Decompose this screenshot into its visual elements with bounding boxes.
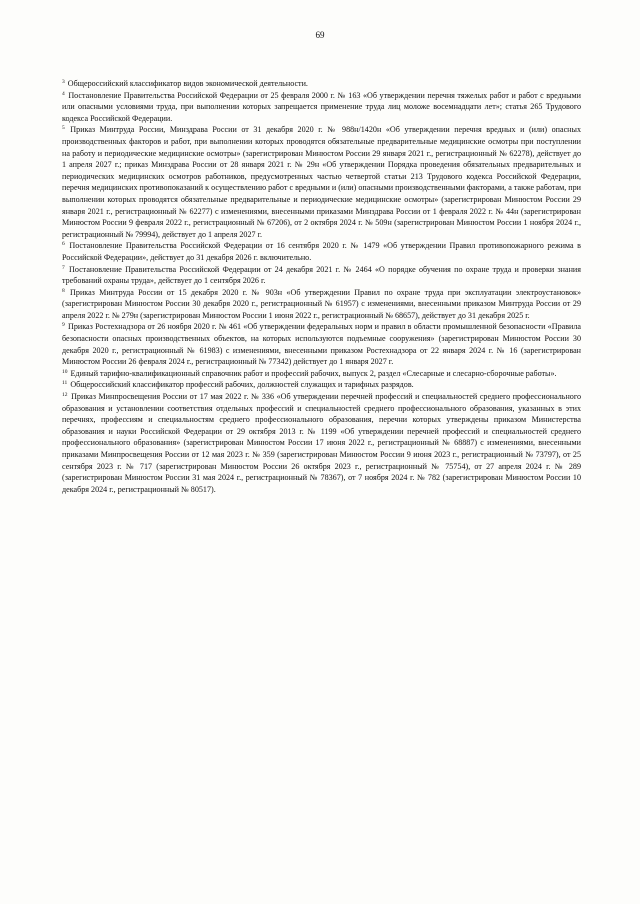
footnote-number: 7 — [62, 264, 65, 271]
footnote-text: Общероссийский классификатор видов экономической деятельности. — [67, 79, 308, 88]
footnote — [62, 90, 581, 125]
footnote-number: 9 — [62, 322, 65, 329]
footnote-number: 10 — [62, 368, 68, 375]
footnote-text: Приказ Минтруда России от 15 декабря 2020 г. № 903н «Об утверждении Правил по охране труда при эксплуатации электроустановок» (зарегистрирован Минюстом России 30 декабря 2020 г., регистрационный № 61957) с изменениями, внесенными приказом Минтруда России от 29 апреля 2022 г. № 279н (зарегистрирован Минюстом России 1 июня 2022 г., регистрационный № 68657), действует до 31 декабря 2025 г. — [62, 287, 581, 320]
footnote-text: Единый тарифно-квалификационный справочник работ и профессий рабочих, выпуск 2, раздел «Слесарные и слесарно-сборочные работы». — [70, 368, 557, 378]
footnotes-list — [62, 78, 581, 495]
footnote-number: 11 — [62, 380, 68, 387]
footnote — [62, 379, 581, 391]
footnote-number: 6 — [62, 241, 65, 248]
footnote — [62, 124, 581, 240]
footnote-text: Общероссийский классификатор профессий рабочих, должностей служащих и тарифных разрядов. — [70, 380, 414, 390]
footnote — [62, 321, 581, 367]
footnote-text: Приказ Минтруда России, Минздрава России от 31 декабря 2020 г. № 988н/1420н «Об утверждении перечня вредных и (или) опасных производственных факторов и работ, при выполнении которых проводятся обязательные предварительные медицинские осмотры при поступлении на работу и периодические медицинские осмотры» (зарегистрирован Минюстом России 29 января 2021 г., регистрационный № 62278), действует до 1 апреля 2027 г.; приказ Минздрава России от 28 января 2021 г. № 29н «Об утверждении Порядка проведения обязательных предварительных и периодических медицинских осмотров работников, предусмотренных частью четвертой статьи 213 Трудового кодекса Российской Федерации, перечня медицинских противопоказаний к осуществлению работ с вредными и (или) опасными производственными факторами, а также работам, при выполнении которых проводятся обязательные предварительные и периодические медицинские осмотры» (зарегистрирован Минюстом России 29 января 2021 г., регистрационный № 62277) с изменениями, внесенными приказами Минздрава России от 1 февраля 2022 г. № 44н (зарегистрирован Минюстом России 9 февраля 2022 г., регистрационный № 67206), от 2 октября 2024 г. № 509н (зарегистрирован Минюстом России 1 ноября 2024 г., регистрационный № 79994), действует до 1 апреля 2027 г. — [62, 125, 581, 239]
footnote-number: 3 — [62, 79, 65, 85]
page-number: 69 — [315, 30, 325, 40]
footnote-number: 5 — [62, 125, 65, 132]
footnote-text: Приказ Ростехнадзора от 26 ноября 2020 г. № 461 «Об утверждении федеральных норм и правил в области промышленной безопасности «Правила безопасности опасных производственных объектов, на которых используются подъемные сооружения» (зарегистрирован Минюстом России 30 декабря 2020 г., регистрационный № 61983) с изменениями, внесенными приказом Ростехнадзора от 22 января 2024 г. № 16 (зарегистрирован Минюстом России 26 февраля 2024 г., регистрационный № 77342) действует до 1 января 2027 г. — [62, 322, 581, 367]
footnote — [62, 240, 581, 263]
footnote-text: Постановление Правительства Российской Федерации от 16 сентября 2020 г. № 1479 «Об утверждении Правил противопожарного режима в Российской Федерации», действует до 31 декабря 2026 г. включительно. — [62, 241, 581, 262]
footnote-text: Постановление Правительства Российской Федерации от 24 декабря 2021 г. № 2464 «О порядке обучения по охране труда и проверки знания требований охраны труда», действует до 1 сентября 2026 г. — [62, 264, 581, 286]
footnote — [62, 391, 581, 495]
footnote-text: Постановление Правительства Российской Федерации от 25 февраля 2000 г. № 163 «Об утверждении перечня тяжелых работ и работ с вредными или опасными условиями труда, при выполнении которых запрещается применение труда лиц моложе восемнадцати лет»; статья 265 Трудового кодекса Российской Федерации. — [62, 90, 582, 123]
footnote-number: 4 — [62, 90, 65, 97]
footnote — [62, 368, 581, 380]
footnote — [62, 264, 581, 287]
footnote — [62, 78, 581, 90]
footnote-text: Приказ Минпросвещения России от 17 мая 2022 г. № 336 «Об утверждении перечней профессий и специальностей среднего профессионального образования и установлении соответствия отдельных профессий и специальностей среднего профессионального образования, указанных в этих перечнях, профессиям и специальностям среднего профессионального образования, перечни которых утверждены приказом Министерства образования и науки Российской Федерации от 29 октября 2013 г. № 1199 «Об утверждении перечней профессий и специальностей среднего профессионального образования» (зарегистрирован Минюстом России 17 июня 2022 г., регистрационный № 68887) с изменениями, внесенными приказами Минпросвещения России от 12 мая 2023 г. № 359 (зарегистрирован Минюстом России 9 июня 2023 г., регистрационный № 73797), от 25 сентября 2023 г. № 717 (зарегистрирован Минюстом России 26 октября 2023 г., регистрационный № 75754), от 27 апреля 2024 г. № 289 (зарегистрирован Минюстом России 31 мая 2024 г., регистрационный № 78367), от 7 ноября 2024 г. № 782 (зарегистрирован Минюстом России 10 декабря 2024 г., регистрационный № 80517). — [62, 392, 582, 494]
footnote-number: 8 — [62, 287, 65, 294]
footnote — [62, 287, 581, 322]
footnote-number: 12 — [62, 392, 68, 399]
